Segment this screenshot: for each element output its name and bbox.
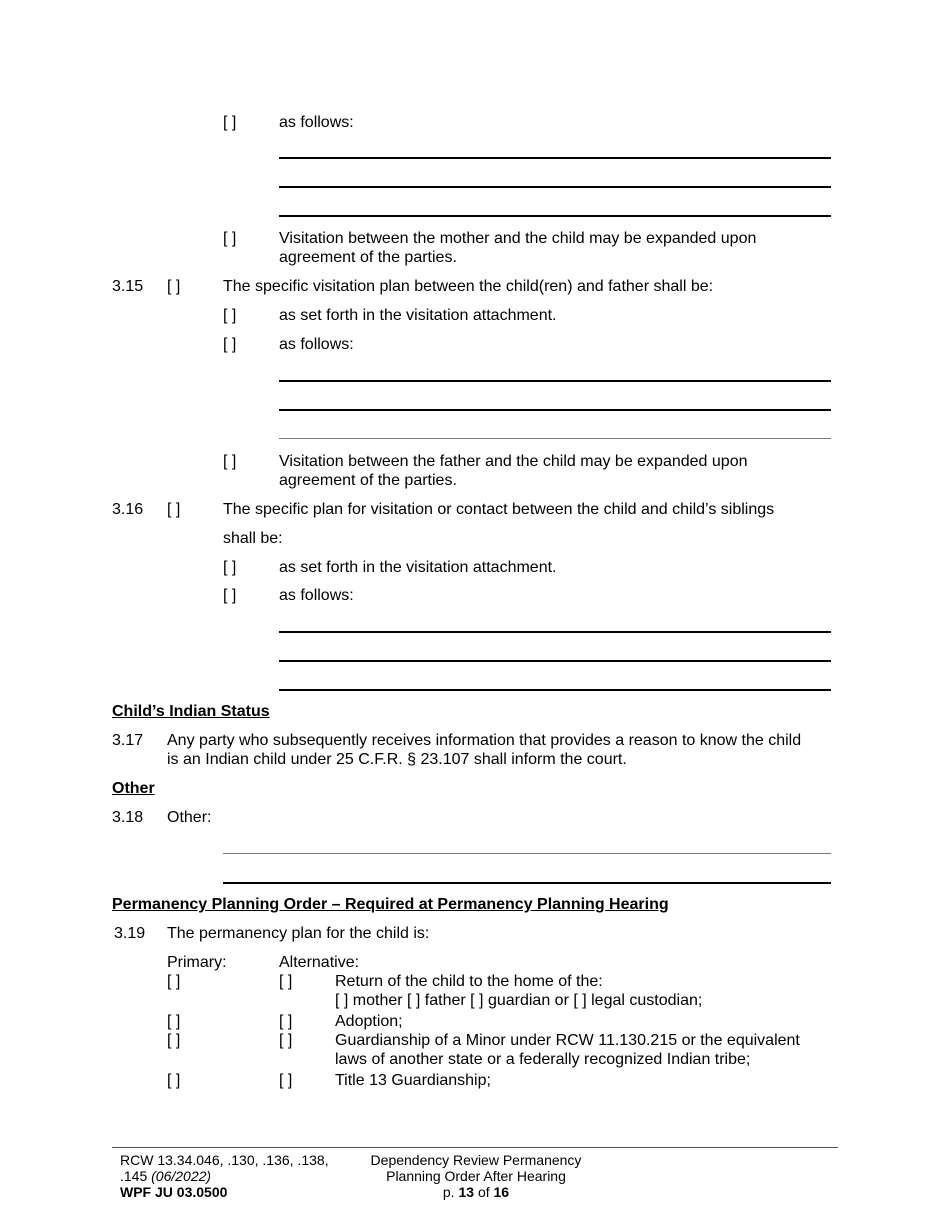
permanency-heading: Permanency Planning Order – Required at Permanency Planning Hearing <box>112 896 669 913</box>
section-number: 3.16 <box>112 501 144 518</box>
attachment-option: as set forth in the visitation attachment. <box>279 559 557 576</box>
fill-line <box>279 380 831 382</box>
other-heading: Other <box>112 780 155 797</box>
footer-revision-date: (06/2022) <box>151 1168 212 1184</box>
as-follows-label: as follows: <box>279 587 354 604</box>
guardianship-option: Guardianship of a Minor under RCW 11.130.215 or the equivalent <box>335 1032 800 1049</box>
return-home-suboptions[interactable]: [ ] mother [ ] father [ ] guardian or [ ] legal custodian; <box>335 992 703 1009</box>
siblings-visitation-text-cont: shall be: <box>223 530 283 547</box>
section-number: 3.17 <box>112 732 144 749</box>
primary-column-label: Primary: <box>167 954 227 971</box>
indian-status-heading: Child’s Indian Status <box>112 703 270 720</box>
section-number: 3.18 <box>112 809 144 826</box>
checkbox[interactable]: [ ] <box>223 336 237 353</box>
fill-line <box>279 438 831 439</box>
fill-line <box>279 186 831 188</box>
footer-rcw-number: .145 <box>120 1168 148 1184</box>
fill-line <box>279 631 831 633</box>
father-expansion-text: Visitation between the father and the child may be expanded upon <box>279 453 748 470</box>
title13-option: Title 13 Guardianship; <box>335 1072 491 1089</box>
guardianship-option-cont: laws of another state or a federally recognized Indian tribe; <box>335 1051 751 1068</box>
checkbox[interactable]: [ ] <box>223 453 237 470</box>
return-home-option: Return of the child to the home of the: <box>335 973 603 990</box>
footer-divider <box>112 1147 838 1148</box>
checkbox[interactable]: [ ] <box>223 230 237 247</box>
alternative-checkbox[interactable]: [ ] <box>279 1013 293 1030</box>
attachment-option: as set forth in the visitation attachment. <box>279 307 557 324</box>
section-number: 3.19 <box>114 925 146 942</box>
permanency-text: The permanency plan for the child is: <box>167 925 430 942</box>
checkbox[interactable]: [ ] <box>223 307 237 324</box>
mother-expansion-text: Visitation between the mother and the child may be expanded upon <box>279 230 757 247</box>
footer-form-number: WPF JU 03.0500 <box>120 1184 228 1200</box>
checkbox[interactable]: [ ] <box>223 587 237 604</box>
footer-rcw: RCW 13.34.046, .130, .136, .138, <box>120 1152 329 1168</box>
fill-line <box>279 157 831 159</box>
primary-checkbox[interactable]: [ ] <box>167 1072 181 1089</box>
fill-line <box>279 689 831 691</box>
siblings-visitation-text: The specific plan for visitation or contact between the child and child’s siblings <box>223 501 775 518</box>
alternative-checkbox[interactable]: [ ] <box>279 973 293 990</box>
indian-status-text-cont: is an Indian child under 25 C.F.R. § 23.107 shall inform the court. <box>167 751 627 768</box>
footer-title: Dependency Review Permanency <box>370 1152 582 1168</box>
section-number: 3.15 <box>112 278 144 295</box>
as-follows-label: as follows: <box>279 336 354 353</box>
indian-status-text: Any party who subsequently receives information that provides a reason to know the child <box>167 732 802 749</box>
fill-line <box>279 660 831 662</box>
checkbox[interactable]: [ ] <box>223 559 237 576</box>
checkbox[interactable]: [ ] <box>223 114 237 131</box>
alternative-checkbox[interactable]: [ ] <box>279 1032 293 1049</box>
page-current: 13 <box>458 1184 475 1200</box>
primary-checkbox[interactable]: [ ] <box>167 1013 181 1030</box>
footer-rcw-cont <box>120 1168 211 1184</box>
fill-line <box>279 409 831 411</box>
page-prefix: p. <box>442 1184 455 1200</box>
footer-title-cont: Planning Order After Hearing <box>386 1168 566 1184</box>
father-expansion-text-cont: agreement of the parties. <box>279 472 457 489</box>
fill-line <box>223 853 831 854</box>
mother-expansion-text-cont: agreement of the parties. <box>279 249 457 266</box>
primary-checkbox[interactable]: [ ] <box>167 1032 181 1049</box>
fill-line <box>223 882 831 884</box>
footer-page-number <box>351 1184 601 1200</box>
as-follows-label: as follows: <box>279 114 354 131</box>
alternative-checkbox[interactable]: [ ] <box>279 1072 293 1089</box>
other-label: Other: <box>167 809 212 826</box>
page-total: 16 <box>493 1184 510 1200</box>
father-visitation-text: The specific visitation plan between the child(ren) and father shall be: <box>223 278 714 295</box>
checkbox[interactable]: [ ] <box>167 278 181 295</box>
adoption-option: Adoption; <box>335 1013 403 1030</box>
page-of: of <box>477 1184 490 1200</box>
fill-line <box>279 215 831 217</box>
alternative-column-label: Alternative: <box>279 954 360 971</box>
primary-checkbox[interactable]: [ ] <box>167 973 181 990</box>
checkbox[interactable]: [ ] <box>167 501 181 518</box>
